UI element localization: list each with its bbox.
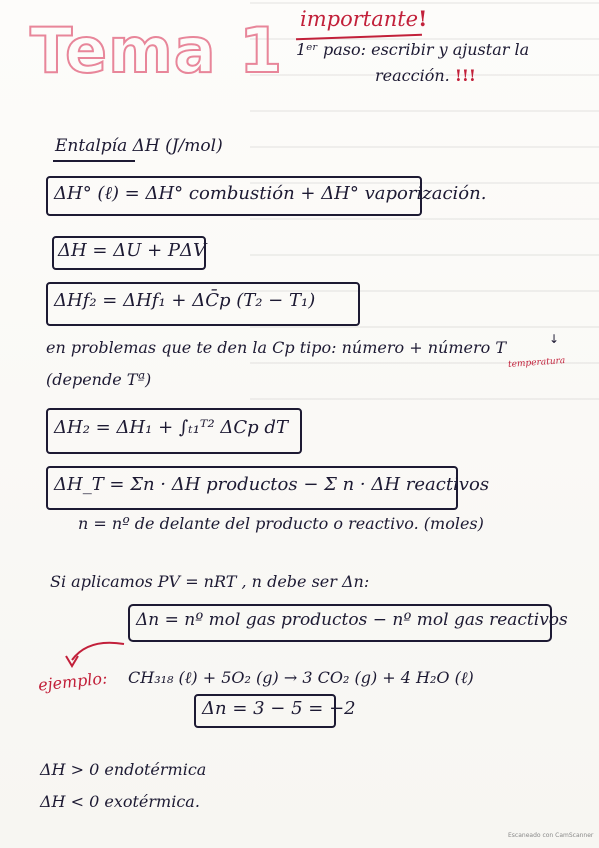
- equation-7: Δn = 3 − 5 = −2: [202, 698, 356, 719]
- scanner-watermark: Escaneado con CamScanner: [508, 832, 594, 839]
- ejemplo-label: ejemplo:: [37, 668, 109, 695]
- section-title: Entalpía ΔH (J/mol): [55, 136, 223, 156]
- paso-line-2-text: reacción.: [375, 66, 450, 85]
- equation-6: Δn = nº mol gas productos − nº mol gas reactivos: [136, 610, 568, 630]
- cp-note-line-2: (depende Tª): [46, 370, 152, 389]
- importante-mark: !: [418, 6, 428, 31]
- down-arrow-icon: ↓: [549, 332, 560, 346]
- equation-1: ΔH° (ℓ) = ΔH° combustión + ΔH° vaporización.: [54, 183, 487, 204]
- temperatura-annotation: temperatura: [507, 356, 566, 370]
- n-definition: n = nº de delante del producto o reactivo. (moles): [78, 514, 484, 533]
- cp-note-line-1: en problemas que te den la Cp tipo: número + número T: [46, 338, 507, 357]
- paso-line-2: [375, 66, 476, 85]
- pv-line: Si aplicamos PV = nRT , n debe ser Δn:: [50, 572, 370, 591]
- equation-3: ΔHf₂ = ΔHf₁ + ΔC̄p (T₂ − T₁): [54, 290, 316, 311]
- equation-2: ΔH = ΔU + PΔV: [58, 240, 207, 261]
- equation-4: ΔH₂ = ΔH₁ + ∫ₜ₁ᵀ² ΔCp dT: [54, 417, 288, 438]
- importante-label: [300, 6, 427, 31]
- ejemplo-reaction: CH₃₁₈ (ℓ) + 5O₂ (g) → 3 CO₂ (g) + 4 H₂O (ℓ): [128, 668, 474, 687]
- equation-5: ΔH_T = Σn · ΔH productos − Σ n · ΔH reactivos: [54, 474, 490, 495]
- importante-text: importante: [300, 7, 419, 31]
- exotermica-line: ΔH < 0 exotérmica.: [40, 792, 200, 811]
- paso-line-1: 1ᵉʳ paso: escribir y ajustar la: [296, 40, 530, 59]
- section-title-underline: [53, 160, 135, 162]
- page-title: Tema 1: [30, 14, 284, 87]
- endotermica-line: ΔH > 0 endotérmica: [40, 760, 207, 779]
- paso-exclamations: !!!: [454, 66, 476, 85]
